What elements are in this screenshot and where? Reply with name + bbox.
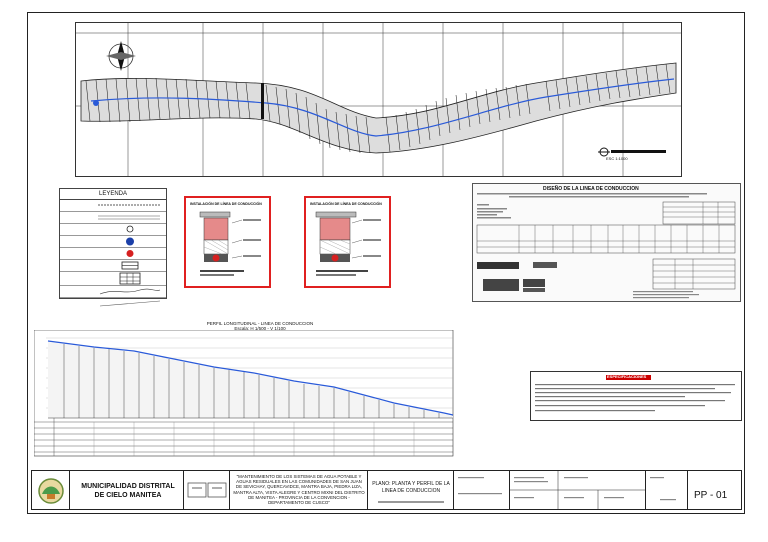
sheet-number-cell <box>688 471 743 509</box>
plan-drawing <box>76 23 681 176</box>
legend-row <box>60 236 166 248</box>
info-grid-cell <box>510 471 646 509</box>
specifications-box <box>530 371 742 421</box>
legend-table <box>59 188 167 299</box>
plan-name-cell <box>368 471 454 509</box>
organization-cell <box>70 471 184 509</box>
title-block <box>31 470 742 510</box>
detail-1-title: INSTALACIÓN DE LÍNEA DE CONDUCCIÓN <box>190 202 262 206</box>
design-title: DISEÑO DE LA LINEA DE CONDUCCION <box>543 186 639 192</box>
legend-title: LEYENDA <box>60 189 166 200</box>
profile-scale: Escala: H 1/500 - V 1/100 <box>234 326 286 331</box>
plan-name-line1: PLANO: PLANTA Y PERFIL DE LA <box>372 481 450 487</box>
plan-scale-label: ESC 1:1000 <box>606 156 628 161</box>
plan-name-line2: LINEA DE CONDUCCION <box>381 488 441 494</box>
detail-trench-2 <box>304 196 391 288</box>
scale-bar <box>598 148 666 156</box>
org-name-line2: DE CIELO MANITEA <box>94 492 162 499</box>
conduction-design-table <box>472 183 741 302</box>
logo-cell <box>32 471 70 509</box>
secondary-logo-cell <box>184 471 230 509</box>
plan-view <box>75 22 682 177</box>
legend-row <box>60 200 166 212</box>
longitudinal-profile <box>34 330 454 457</box>
legend-row <box>60 260 166 272</box>
legend-row <box>60 248 166 260</box>
detail-2-title: INSTALACIÓN DE LÍNEA DE CONDUCCIÓN <box>310 202 382 206</box>
north-arrow-icon <box>106 41 136 71</box>
profile-title: PERFIL LONGITUDINAL - LINEA DE CONDUCCION <box>206 321 314 326</box>
specifications-title: ESPECIFICACIONES <box>607 374 647 379</box>
org-name-line1: MUNICIPALIDAD DISTRITAL <box>81 483 175 490</box>
legend-row <box>60 272 166 286</box>
detail-trench-1 <box>184 196 271 288</box>
info-cell <box>454 471 510 509</box>
date-cell <box>646 471 688 509</box>
project-cell <box>230 471 368 509</box>
legend-row <box>60 224 166 236</box>
municipal-seal-icon <box>32 472 70 510</box>
legend-row <box>60 298 166 309</box>
legend-row <box>60 212 166 224</box>
sheet-code: PP - 01 <box>694 490 728 501</box>
project-description: "MANTENIMIENTO DE LOS SISTEMAS DE AGUA POTABLE Y AGUAS RESIDUALES EN LAS COMUNIDADES DE SAN JUAN DE SEVICHAY, QUERCAVIDCE, MANTRA BAJA, PIEDRA LIZA, MANTRA ALTA, VISTA ALEGRE Y CENTRO MIXNI DEL DISTRITO DE MANITEA - PROVINCIA DE LA CONVENCION - DEPARTAMENTO DE CUSCO" <box>233 474 365 506</box>
legend-row <box>60 286 166 298</box>
